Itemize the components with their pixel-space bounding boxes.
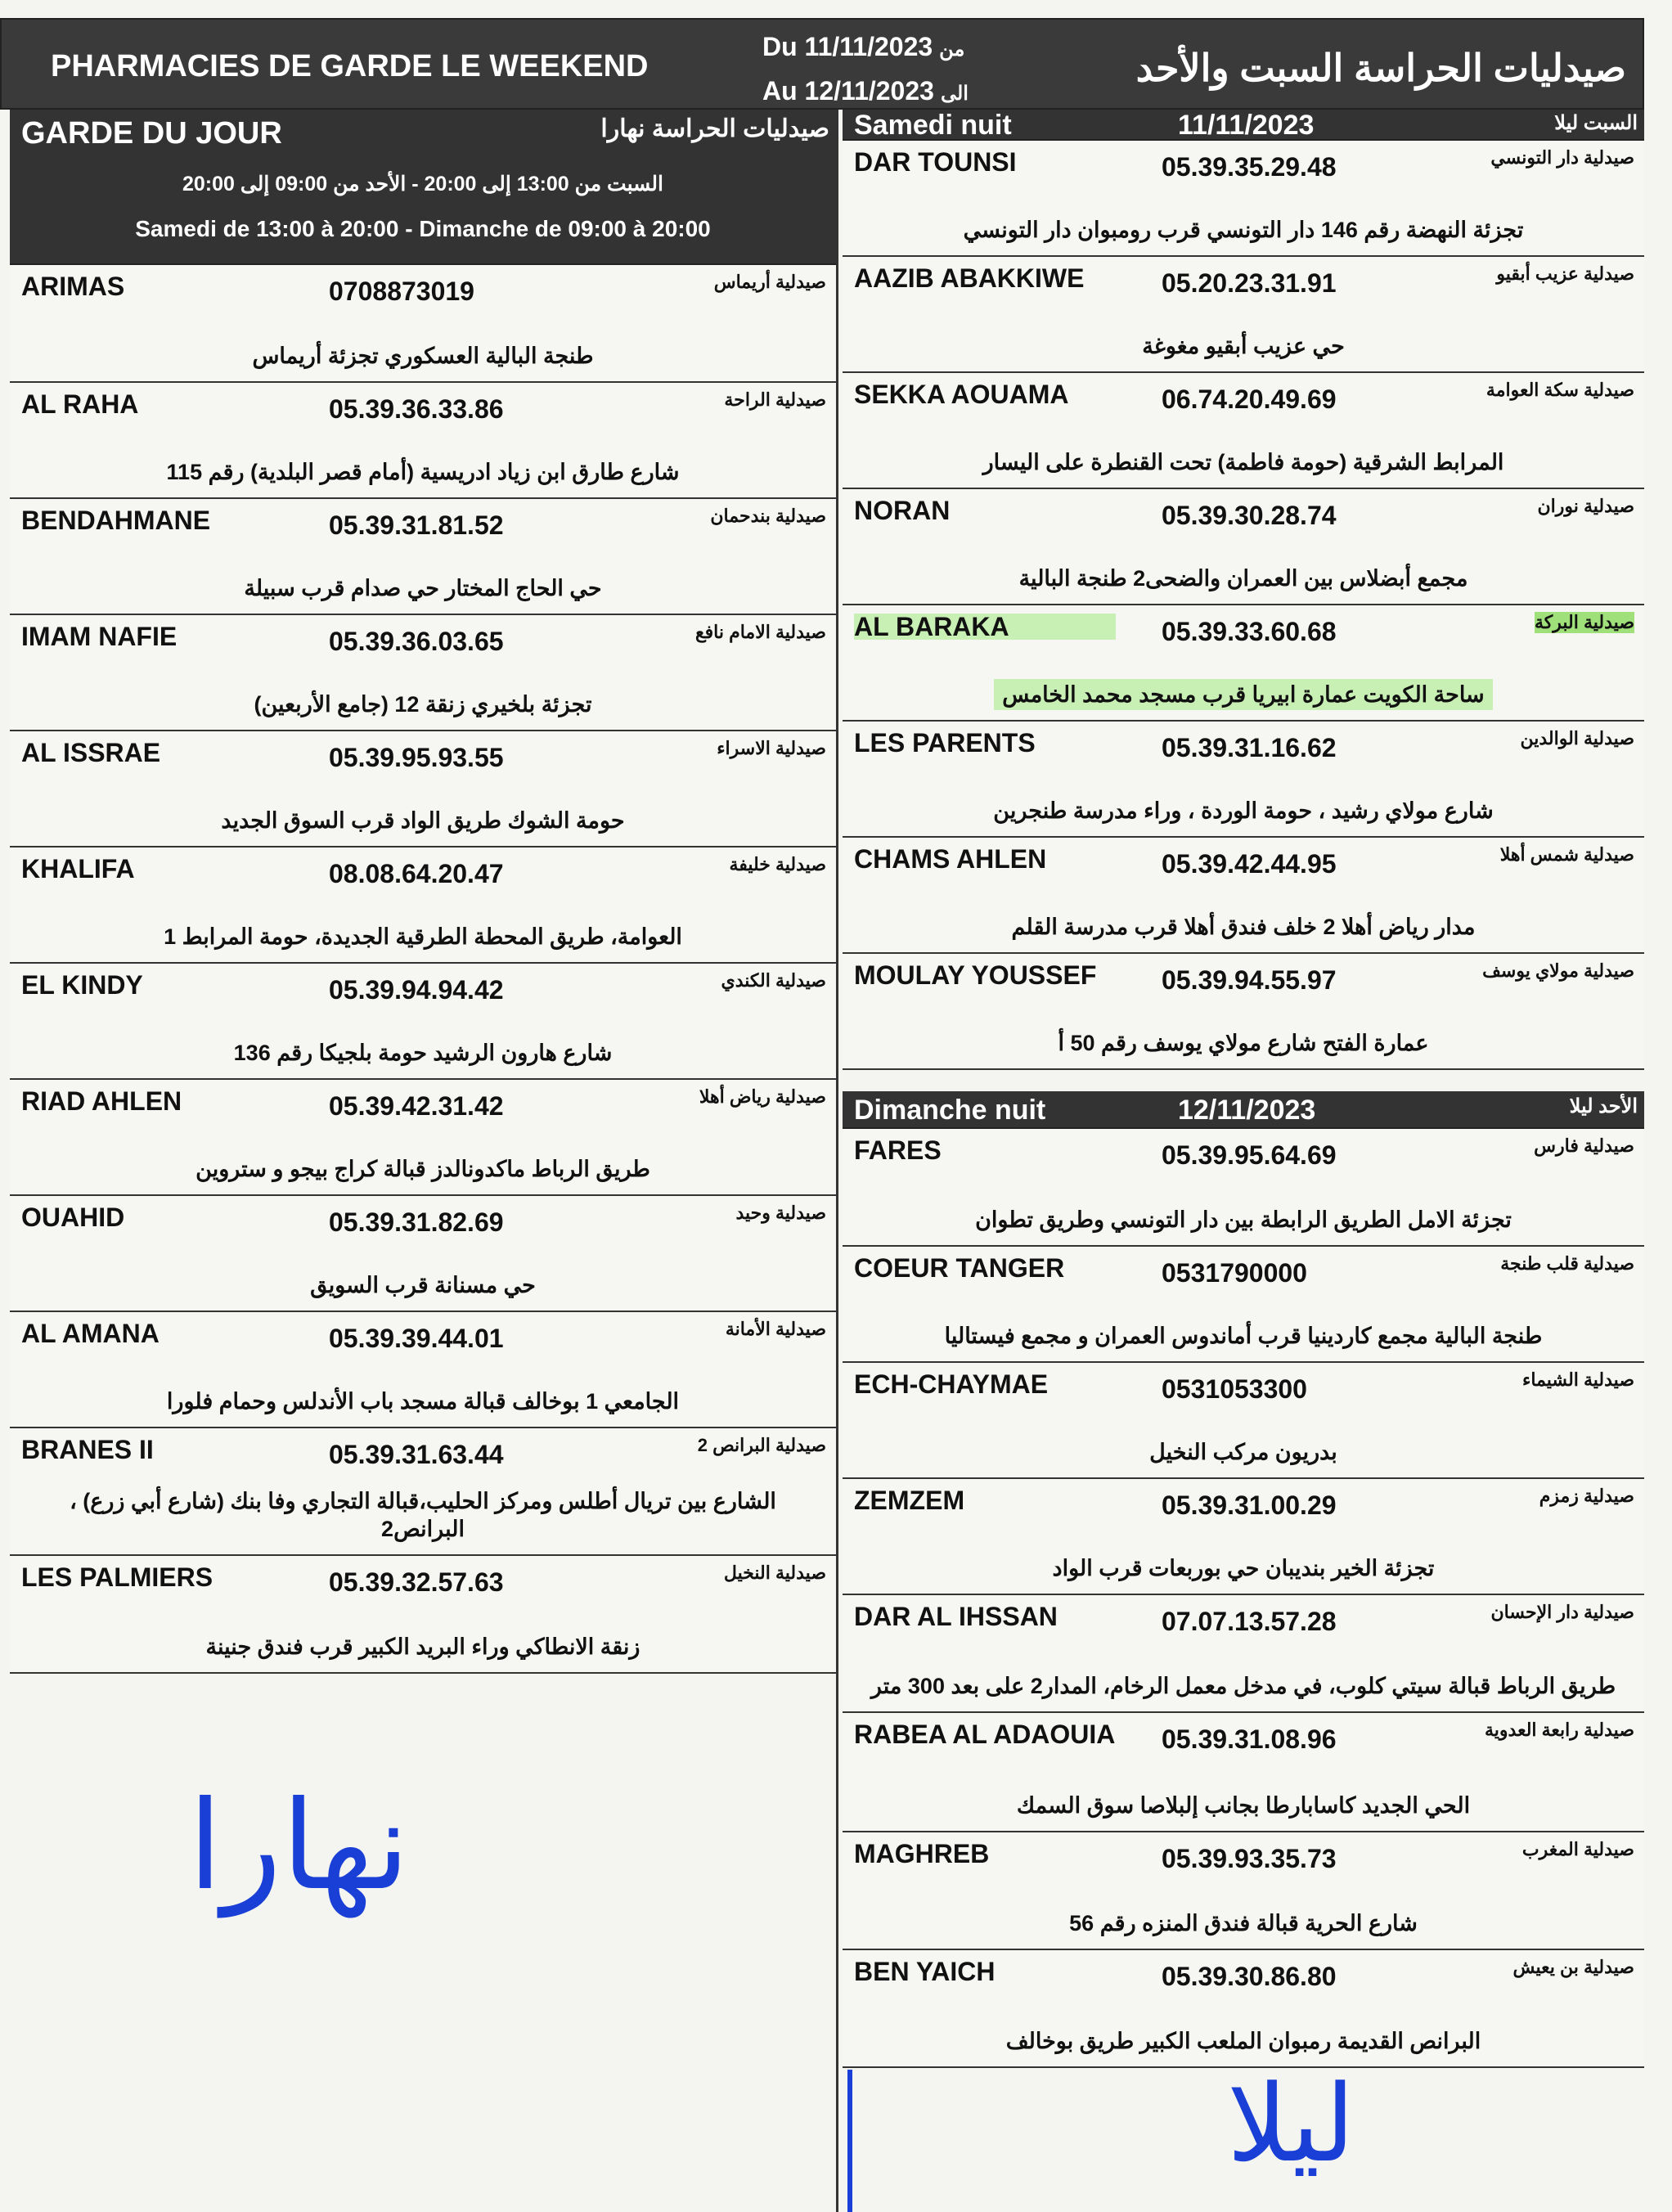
pharmacy-address-text: تجزئة بلخيري زنقة 12 (جامع الأربعين) <box>254 692 592 717</box>
pharmacy-entry <box>10 1196 836 1312</box>
pharmacy-address <box>867 1672 1620 1700</box>
day-guard-title: GARDE DU JOUR <box>21 116 282 151</box>
pharmacy-entry <box>10 847 836 964</box>
pharmacy-address <box>867 1322 1620 1350</box>
pharmacy-address-text: ساحة الكويت عمارة ابيريا قرب مسجد محمد الخامس <box>994 679 1492 710</box>
pharmacy-address <box>34 1039 811 1067</box>
pharmacy-address <box>867 1792 1620 1819</box>
pharmacy-address-text: تجزئة الخير بنديبان حي بوربعات قرب الواد <box>1052 1556 1435 1580</box>
pharmacy-address <box>34 342 811 370</box>
pharmacy-address <box>867 564 1620 592</box>
pharmacy-phone: 05.39.30.28.74 <box>1162 501 1337 530</box>
pharmacy-entry <box>843 1595 1644 1713</box>
pharmacy-address-text: حي الحاج المختار حي صدام قرب سبيلة <box>244 576 602 600</box>
pharmacy-phone: 05.39.32.57.63 <box>329 1567 504 1597</box>
pharmacy-address <box>34 1633 811 1661</box>
pharmacy-entry <box>843 954 1644 1070</box>
pharmacy-name-ar: صيدلية عزيب أبقيو <box>1496 263 1634 284</box>
pharmacy-phone: 05.39.94.55.97 <box>1162 965 1337 995</box>
pharmacy-phone: 05.39.36.03.65 <box>329 627 504 656</box>
pharmacy-name: AAZIB ABAKKIWE <box>854 263 1085 293</box>
pen-stroke <box>847 2070 852 2212</box>
pharmacy-name-ar: صيدلية الاسراء <box>717 738 826 758</box>
pharmacy-entry <box>843 257 1644 373</box>
date-to-ar: الى <box>940 83 969 105</box>
saturday-night-date: 11/11/2023 <box>1178 110 1315 141</box>
pharmacy-entry <box>843 1950 1644 2068</box>
pharmacy-name-ar: صيدلية البرانص 2 <box>697 1435 826 1455</box>
pharmacy-address-text: الجامعي 1 بوخالف قبالة مسجد باب الأندلس وحمام فلورا <box>166 1389 680 1414</box>
pharmacy-address-text: تجزئة النهضة رقم 146 دار التونسي قرب رومبوان دار التونسي <box>963 218 1524 242</box>
pharmacy-entry <box>843 373 1644 489</box>
pharmacy-address <box>867 216 1620 244</box>
pharmacy-name-ar: صيدلية البركة <box>1535 612 1634 632</box>
pharmacy-address-text: طنجة البالية مجمع كاردينيا قرب أماندوس العمران و مجمع فيستاليا <box>944 1324 1543 1348</box>
day-guard-title-ar: صيدليات الحراسة نهارا <box>600 115 829 142</box>
pharmacy-entry <box>10 731 836 847</box>
pharmacy-name-ar: صيدلية شمس أهلا <box>1499 844 1634 865</box>
pharmacy-address <box>34 1487 811 1543</box>
pharmacy-name: FARES <box>854 1135 942 1165</box>
pharmacy-name: LES PARENTS <box>854 728 1036 758</box>
saturday-night-title-ar: السبت ليلا <box>1554 112 1638 134</box>
pharmacy-name: ZEMZEM <box>854 1486 965 1515</box>
pharmacy-name: NORAN <box>854 496 951 525</box>
pharmacy-name-ar: صيدلية فارس <box>1534 1135 1634 1156</box>
pharmacy-phone: 05.39.35.29.48 <box>1162 152 1337 182</box>
pharmacy-name: BENDAHMANE <box>21 506 211 535</box>
pharmacy-address-text: حي عزيب أبقيو مغوغة <box>1142 334 1345 358</box>
pharmacy-name: LES PALMIERS <box>21 1562 213 1592</box>
pharmacy-name: DAR AL IHSSAN <box>854 1602 1058 1631</box>
pharmacy-phone: 05.39.95.93.55 <box>329 743 504 772</box>
date-from-ar: من <box>939 38 965 61</box>
pharmacy-entry <box>10 964 836 1080</box>
pharmacy-entry <box>843 1363 1644 1479</box>
page-header <box>0 18 1644 110</box>
pharmacy-entry <box>843 1479 1644 1595</box>
pharmacy-entry <box>10 1428 836 1556</box>
pharmacy-name-ar: صيدلية الراحة <box>724 389 826 410</box>
pharmacy-name: SEKKA AOUAMA <box>854 380 1069 409</box>
pharmacy-name: CHAMS AHLEN <box>854 844 1047 874</box>
pharmacy-entry <box>10 1312 836 1428</box>
pharmacy-entry <box>843 722 1644 838</box>
pharmacy-address-text: مدار رياض أهلا 2 خلف فندق أهلا قرب مدرسة القلم <box>1011 915 1476 939</box>
pharmacy-phone: 05.39.31.82.69 <box>329 1207 504 1237</box>
pharmacy-phone: 05.39.95.64.69 <box>1162 1140 1337 1170</box>
pharmacy-address-text: تجزئة الامل الطريق الرابطة بين دار التونسي وطريق تطوان <box>975 1207 1512 1232</box>
pharmacy-entry <box>843 1832 1644 1950</box>
pharmacy-name: ARIMAS <box>21 272 125 301</box>
pharmacy-entry <box>843 489 1644 605</box>
pharmacy-name-ar: صيدلية أريماس <box>713 272 826 292</box>
pharmacy-entry <box>10 499 836 615</box>
pharmacy-phone: 0531790000 <box>1162 1258 1307 1288</box>
pharmacy-name-ar: صيدلية الامام نافع <box>694 622 826 642</box>
pharmacy-address-text: شارع مولاي رشيد ، حومة الوردة ، وراء مدرسة طنجرين <box>993 798 1494 823</box>
handwritten-day-note: نهارا <box>188 1775 410 1918</box>
pharmacy-address <box>867 1909 1620 1937</box>
pharmacy-entry <box>843 605 1644 722</box>
pharmacy-phone: 05.39.31.16.62 <box>1162 733 1337 762</box>
pharmacy-address-text: البرانص القديمة رمبوان الملعب الكبير طريق بوخالف <box>1005 2029 1481 2053</box>
pharmacy-name-ar: صيدلية قلب طنجة <box>1500 1253 1634 1274</box>
pharmacy-phone: 05.20.23.31.91 <box>1162 268 1337 298</box>
pharmacy-address <box>34 1155 811 1183</box>
pharmacy-name-ar: صيدلية الشيماء <box>1522 1369 1634 1390</box>
pharmacy-name: KHALIFA <box>21 854 135 883</box>
pharmacy-phone: 0531053300 <box>1162 1374 1307 1404</box>
pharmacy-name-ar: صيدلية الأمانة <box>725 1319 826 1339</box>
pharmacy-name: AL AMANA <box>21 1319 160 1348</box>
pharmacy-name-ar: صيدلية خليفة <box>729 854 826 874</box>
day-pharmacy-list <box>10 265 836 1674</box>
pharmacy-name: MAGHREB <box>854 1839 990 1868</box>
pharmacy-entry <box>843 1129 1644 1247</box>
pharmacy-entry <box>10 265 836 383</box>
pharmacy-address-text: شارع طارق ابن زياد ادريسية (أمام قصر البلدية) رقم 115 <box>166 460 680 484</box>
pharmacy-name-ar: صيدلية رابعة العدوية <box>1484 1720 1634 1740</box>
day-hours-fr: Samedi de 13:00 à 20:00 - Dimanche de 09:00 à 20:00 <box>135 216 711 241</box>
pharmacy-address <box>867 1438 1620 1466</box>
pharmacy-name-ar: صيدلية رياض أهلا <box>699 1086 826 1107</box>
night-guard-column <box>843 110 1644 2068</box>
pharmacy-phone: 05.39.42.44.95 <box>1162 849 1337 879</box>
pharmacy-address-text: حومة الشوك طريق الواد قرب السوق الجديد <box>221 808 625 833</box>
pharmacy-name: BEN YAICH <box>854 1957 996 1986</box>
sunday-pharmacy-list <box>843 1129 1644 2068</box>
day-hours-ar: السبت من 13:00 إلى 20:00 - الأحد من 09:00 إلى 20:00 <box>182 173 663 196</box>
pharmacy-address <box>867 2027 1620 2055</box>
pharmacy-address <box>34 1271 811 1299</box>
pharmacy-name-ar: صيدلية النخيل <box>723 1562 826 1583</box>
date-to: Au 12/11/2023 <box>762 76 934 106</box>
pharmacy-address-text: حي مسنانة قرب السويق <box>310 1273 536 1297</box>
sunday-night-date: 12/11/2023 <box>1178 1095 1316 1126</box>
pharmacy-address-text: طنجة البالية العسكوري تجزئة أريماس <box>252 344 594 368</box>
pharmacy-phone: 05.39.31.08.96 <box>1162 1724 1337 1754</box>
pharmacy-name-ar: صيدلية بندحمان <box>710 506 826 526</box>
day-guard-column <box>10 110 836 1674</box>
pharmacy-address <box>867 797 1620 825</box>
pharmacy-phone: 05.39.93.35.73 <box>1162 1844 1337 1873</box>
pharmacy-phone: 05.39.31.63.44 <box>329 1440 504 1469</box>
saturday-pharmacy-list <box>843 141 1644 1070</box>
pharmacy-phone: 05.39.31.81.52 <box>329 510 504 540</box>
pharmacy-phone: 05.39.30.86.80 <box>1162 1962 1337 1991</box>
pharmacy-name: AL ISSRAE <box>21 738 161 767</box>
pharmacy-address <box>34 690 811 718</box>
pharmacy-address-text: زنقة الانطاكي وراء البريد الكبير قرب فندق جنينة <box>205 1634 640 1659</box>
pharmacy-name-ar: صيدلية الوالدين <box>1520 728 1634 749</box>
pharmacy-address <box>34 1387 811 1415</box>
pharmacy-entry <box>843 1713 1644 1832</box>
date-from: Du 11/11/2023 <box>762 32 933 61</box>
pharmacy-entry <box>10 1080 836 1196</box>
pharmacy-address <box>867 1206 1620 1234</box>
pharmacy-phone: 05.39.36.33.86 <box>329 394 504 424</box>
pharmacy-name: COEUR TANGER <box>854 1253 1065 1283</box>
pharmacy-name-ar: صيدلية المغرب <box>1521 1839 1634 1859</box>
pharmacy-name: IMAM NAFIE <box>21 622 178 651</box>
pharmacy-address-text: عمارة الفتح شارع مولاي يوسف رقم 50 أ <box>1058 1031 1429 1055</box>
day-guard-header <box>10 110 836 265</box>
pharmacy-phone: 05.39.33.60.68 <box>1162 617 1337 646</box>
pharmacy-address-text: شارع هارون الرشيد حومة بلجيكا رقم 136 <box>233 1041 613 1065</box>
column-divider <box>836 110 838 2212</box>
pharmacy-address-text: مجمع أبضلاس بين العمران والضحى2 طنجة البالية <box>1018 566 1468 591</box>
pharmacy-name-ar: صيدلية وحيد <box>735 1203 826 1223</box>
pharmacy-entry <box>10 1556 836 1674</box>
pharmacy-name-ar: صيدلية دار التونسي <box>1490 147 1634 168</box>
saturday-night-title: Samedi nuit <box>854 110 1012 141</box>
pharmacy-address <box>867 1029 1620 1057</box>
pharmacy-name: MOULAY YOUSSEF <box>854 960 1097 990</box>
pharmacy-name-ar: صيدلية الكندي <box>721 970 826 991</box>
pharmacy-phone: 05.39.31.00.29 <box>1162 1490 1337 1520</box>
pharmacy-name: EL KINDY <box>21 970 143 1000</box>
pharmacy-name: DAR TOUNSI <box>854 147 1017 177</box>
pharmacy-address <box>34 574 811 602</box>
pharmacy-phone: 08.08.64.20.47 <box>329 859 504 888</box>
pharmacy-phone: 05.39.39.44.01 <box>329 1324 504 1353</box>
pharmacy-name: AL RAHA <box>21 389 139 419</box>
pharmacy-entry <box>10 615 836 731</box>
pharmacy-entry <box>843 838 1644 954</box>
pharmacy-name: OUAHID <box>21 1203 125 1232</box>
pharmacy-address <box>34 923 811 951</box>
pharmacy-phone: 06.74.20.49.69 <box>1162 384 1337 414</box>
pharmacy-name: RABEA AL ADAOUIA <box>854 1720 1116 1749</box>
date-range <box>762 26 969 115</box>
pharmacy-address-text: الحي الجديد كاسابارطا بجانب إلبلاصا سوق السمك <box>1016 1793 1471 1818</box>
page-title-ar: صيدليات الحراسة السبت والأحد <box>1135 47 1626 89</box>
pharmacy-name-ar: صيدلية زمزم <box>1539 1486 1634 1506</box>
pharmacy-address <box>867 913 1620 941</box>
pharmacy-address <box>867 681 1620 708</box>
pharmacy-address <box>867 1554 1620 1582</box>
pharmacy-phone: 0708873019 <box>329 276 474 306</box>
pharmacy-name-ar: صيدلية سكة العوامة <box>1485 380 1634 400</box>
sunday-night-header <box>843 1091 1644 1129</box>
pharmacy-entry <box>843 141 1644 257</box>
pharmacy-address-text: بدريون مركب النخيل <box>1149 1440 1337 1464</box>
pharmacy-name-ar: صيدلية مولاي يوسف <box>1482 960 1634 981</box>
pharmacy-address-text: شارع الحرية قبالة فندق المنزه رقم 56 <box>1069 1911 1418 1936</box>
pharmacy-address <box>867 332 1620 360</box>
pharmacy-name-ar: صيدلية نوران <box>1537 496 1634 516</box>
pharmacy-entry <box>843 1247 1644 1363</box>
pharmacy-address-text: المرابط الشرقية (حومة فاطمة) تحت القنطرة على اليسار <box>982 450 1504 474</box>
sunday-night-title: Dimanche nuit <box>854 1095 1046 1126</box>
pharmacy-name: AL BARAKA <box>854 614 1116 640</box>
pharmacy-address <box>34 807 811 834</box>
pharmacy-address-text: طريق الرباط ماكدونالدز قبالة كراج بيجو و ستروين <box>196 1157 650 1181</box>
pharmacy-address <box>867 448 1620 476</box>
pharmacy-name: ECH-CHAYMAE <box>854 1369 1049 1399</box>
pharmacy-address-text: طريق الرباط قبالة سيتي كلوب، في مدخل معمل الرخام، المدار2 على بعد 300 متر <box>870 1674 1616 1698</box>
pharmacy-name: BRANES II <box>21 1435 154 1464</box>
pharmacy-name-ar: صيدلية دار الإحسان <box>1490 1602 1634 1622</box>
handwritten-night-note: ليلا <box>1227 2061 1355 2186</box>
pharmacy-name-ar: صيدلية بن يعيش <box>1512 1957 1634 1977</box>
pharmacy-phone: 07.07.13.57.28 <box>1162 1607 1337 1636</box>
pharmacy-phone: 05.39.94.94.42 <box>329 975 504 1005</box>
pharmacy-address-text: الشارع بين تريال أطلس ومركز الحليب،قبالة التجاري وفا بنك (شارع أبي زرع) ، البرانص2 <box>70 1489 776 1541</box>
saturday-night-header <box>843 110 1644 141</box>
pharmacy-address-text: العوامة، طريق المحطة الطرقية الجديدة، حومة المرابط 1 <box>164 924 682 949</box>
pharmacy-entry <box>10 383 836 499</box>
pharmacy-address <box>34 458 811 486</box>
sunday-night-title-ar: الأحد ليلا <box>1569 1095 1638 1117</box>
page-title-fr: PHARMACIES DE GARDE LE WEEKEND <box>51 49 649 83</box>
pharmacy-phone: 05.39.42.31.42 <box>329 1091 504 1121</box>
pharmacy-name: RIAD AHLEN <box>21 1086 182 1116</box>
